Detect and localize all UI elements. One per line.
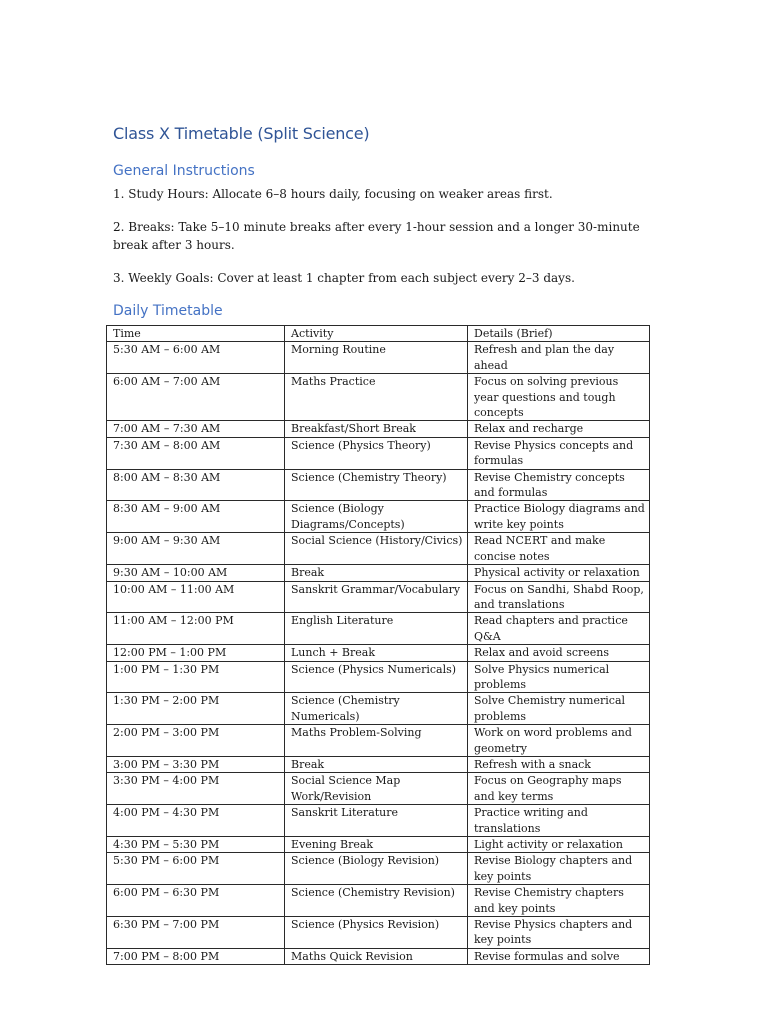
cell-time: 9:00 AM – 9:30 AM — [107, 533, 285, 565]
cell-activity: Science (Biology Diagrams/Concepts) — [285, 501, 468, 533]
table-header-row — [107, 326, 650, 342]
cell-time: 5:30 AM – 6:00 AM — [107, 342, 285, 374]
cell-activity: Science (Biology Revision) — [285, 853, 468, 885]
table-row — [107, 469, 650, 501]
cell-activity: Science (Physics Revision) — [285, 917, 468, 949]
cell-details: Solve Chemistry numerical problems — [468, 693, 650, 725]
table-row — [107, 853, 650, 885]
cell-details: Solve Physics numerical problems — [468, 661, 650, 693]
cell-details: Practice Biology diagrams and write key points — [468, 501, 650, 533]
table-row — [107, 756, 650, 772]
cell-activity: Morning Routine — [285, 342, 468, 374]
table-row — [107, 773, 650, 805]
cell-time: 7:30 AM – 8:00 AM — [107, 437, 285, 469]
cell-activity: English Literature — [285, 613, 468, 645]
cell-time: 6:00 PM – 6:30 PM — [107, 885, 285, 917]
cell-details: Physical activity or relaxation — [468, 565, 650, 581]
table-row — [107, 501, 650, 533]
cell-details: Focus on Sandhi, Shabd Roop, and translations — [468, 581, 650, 613]
cell-time: 9:30 AM – 10:00 AM — [107, 565, 285, 581]
cell-time: 1:00 PM – 1:30 PM — [107, 661, 285, 693]
cell-activity: Social Science (History/Civics) — [285, 533, 468, 565]
cell-time: 5:30 PM – 6:00 PM — [107, 853, 285, 885]
cell-activity: Science (Physics Theory) — [285, 437, 468, 469]
cell-time: 7:00 AM – 7:30 AM — [107, 421, 285, 437]
table-row — [107, 437, 650, 469]
cell-time: 6:00 AM – 7:00 AM — [107, 374, 285, 421]
cell-activity: Maths Problem-Solving — [285, 725, 468, 757]
cell-activity: Science (Chemistry Revision) — [285, 885, 468, 917]
cell-time: 3:30 PM – 4:00 PM — [107, 773, 285, 805]
cell-details: Focus on solving previous year questions and tough concepts — [468, 374, 650, 421]
instruction-breaks: 2. Breaks: Take 5–10 minute breaks after every 1-hour session and a longer 30-minute break after 3 hours. — [113, 220, 640, 252]
cell-details: Read NCERT and make concise notes — [468, 533, 650, 565]
cell-activity: Maths Quick Revision — [285, 948, 468, 964]
table-row — [107, 917, 650, 949]
table-row — [107, 885, 650, 917]
cell-time: 10:00 AM – 11:00 AM — [107, 581, 285, 613]
cell-time: 8:00 AM – 8:30 AM — [107, 469, 285, 501]
cell-activity: Science (Chemistry Theory) — [285, 469, 468, 501]
cell-details: Work on word problems and geometry — [468, 725, 650, 757]
cell-time: 7:00 PM – 8:00 PM — [107, 948, 285, 964]
cell-activity: Break — [285, 565, 468, 581]
table-row — [107, 693, 650, 725]
table-row — [107, 342, 650, 374]
document-title: Class X Timetable (Split Science) — [113, 124, 370, 143]
column-header-time: Time — [107, 326, 285, 342]
cell-activity: Science (Chemistry Numericals) — [285, 693, 468, 725]
cell-activity: Maths Practice — [285, 374, 468, 421]
cell-details: Refresh and plan the day ahead — [468, 342, 650, 374]
table-row — [107, 837, 650, 853]
cell-details: Revise Physics concepts and formulas — [468, 437, 650, 469]
column-header-activity: Activity — [285, 326, 468, 342]
cell-details: Revise Chemistry concepts and formulas — [468, 469, 650, 501]
timetable-body — [107, 326, 650, 965]
cell-time: 3:00 PM – 3:30 PM — [107, 756, 285, 772]
table-row — [107, 645, 650, 661]
instruction-study-hours: 1. Study Hours: Allocate 6–8 hours daily, focusing on weaker areas first. — [113, 187, 553, 201]
table-row — [107, 613, 650, 645]
cell-details: Relax and recharge — [468, 421, 650, 437]
cell-activity: Sanskrit Grammar/Vocabulary — [285, 581, 468, 613]
daily-timetable-heading: Daily Timetable — [113, 303, 223, 319]
cell-details: Relax and avoid screens — [468, 645, 650, 661]
table-row — [107, 581, 650, 613]
cell-details: Read chapters and practice Q&A — [468, 613, 650, 645]
cell-time: 6:30 PM – 7:00 PM — [107, 917, 285, 949]
cell-details: Revise Chemistry chapters and key points — [468, 885, 650, 917]
cell-time: 4:00 PM – 4:30 PM — [107, 805, 285, 837]
cell-time: 12:00 PM – 1:00 PM — [107, 645, 285, 661]
table-row — [107, 374, 650, 421]
cell-time: 2:00 PM – 3:00 PM — [107, 725, 285, 757]
table-row — [107, 948, 650, 964]
cell-details: Revise Physics chapters and key points — [468, 917, 650, 949]
cell-time: 11:00 AM – 12:00 PM — [107, 613, 285, 645]
cell-details: Light activity or relaxation — [468, 837, 650, 853]
cell-activity: Sanskrit Literature — [285, 805, 468, 837]
cell-details: Revise formulas and solve — [468, 948, 650, 964]
column-header-details: Details (Brief) — [468, 326, 650, 342]
daily-timetable — [106, 325, 650, 965]
cell-time: 8:30 AM – 9:00 AM — [107, 501, 285, 533]
cell-details: Focus on Geography maps and key terms — [468, 773, 650, 805]
general-instructions-heading: General Instructions — [113, 163, 255, 179]
table-row — [107, 421, 650, 437]
table-row — [107, 565, 650, 581]
table-row — [107, 661, 650, 693]
cell-details: Practice writing and translations — [468, 805, 650, 837]
table-row — [107, 533, 650, 565]
table-row — [107, 725, 650, 757]
cell-activity: Breakfast/Short Break — [285, 421, 468, 437]
cell-activity: Lunch + Break — [285, 645, 468, 661]
cell-details: Refresh with a snack — [468, 756, 650, 772]
table-row — [107, 805, 650, 837]
cell-time: 4:30 PM – 5:30 PM — [107, 837, 285, 853]
cell-details: Revise Biology chapters and key points — [468, 853, 650, 885]
instruction-weekly-goals: 3. Weekly Goals: Cover at least 1 chapter from each subject every 2–3 days. — [113, 271, 575, 285]
cell-time: 1:30 PM – 2:00 PM — [107, 693, 285, 725]
cell-activity: Break — [285, 756, 468, 772]
cell-activity: Evening Break — [285, 837, 468, 853]
cell-activity: Social Science Map Work/Revision — [285, 773, 468, 805]
cell-activity: Science (Physics Numericals) — [285, 661, 468, 693]
